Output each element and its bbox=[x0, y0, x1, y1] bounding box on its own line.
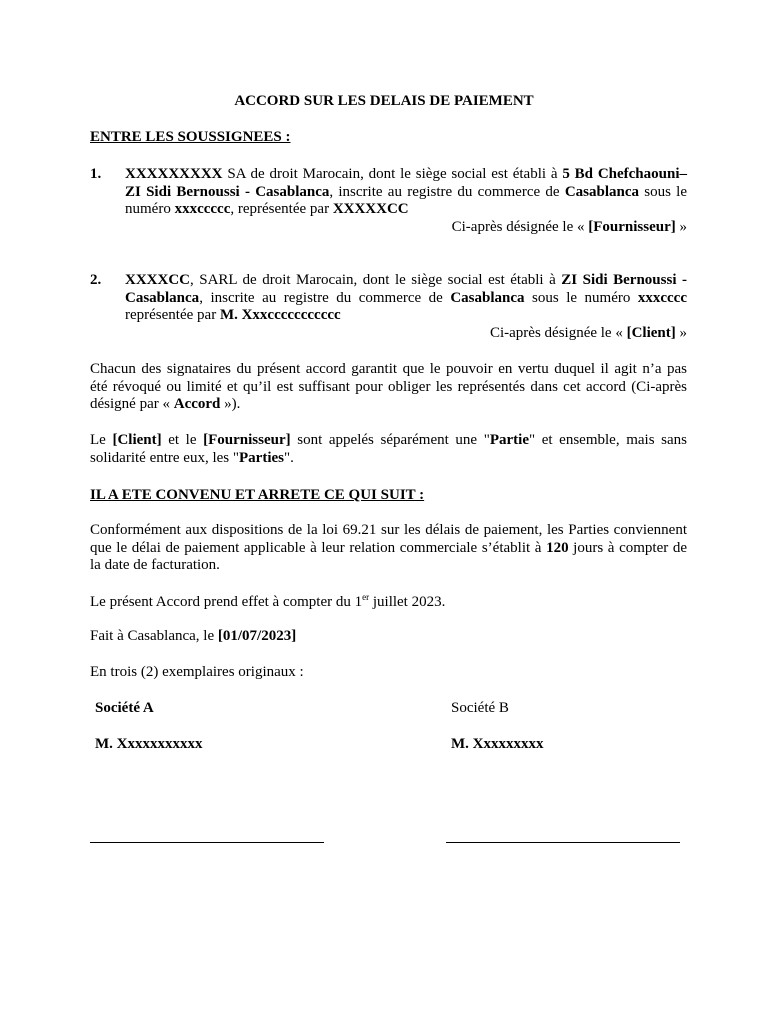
text-line bbox=[125, 166, 687, 184]
party-description bbox=[125, 166, 687, 236]
signatory-representative: M. Xxxxxxxxx bbox=[451, 735, 544, 752]
registered-office-address: Casablanca bbox=[125, 289, 200, 306]
signatory-company: Société B bbox=[451, 700, 509, 716]
signature-line bbox=[90, 842, 324, 843]
text-line bbox=[125, 307, 687, 325]
clause-text: sont appelés séparément une " bbox=[290, 432, 490, 448]
legal-form-text: , SARL de droit Marocain, dont le siège social est établi à bbox=[190, 272, 562, 288]
registry-number: xxxccccc bbox=[174, 201, 231, 218]
designation-text: » bbox=[675, 218, 687, 235]
party-number: 1. bbox=[90, 166, 102, 182]
clause-text: solidarité entre eux, les " bbox=[90, 449, 239, 466]
clause-text: Conformément aux dispositions de la loi 69.21 sur les délais de paiement, les Parties conviennent bbox=[90, 522, 687, 538]
ordinal-suffix: er bbox=[362, 592, 370, 602]
clause-text: jours à compter de bbox=[568, 539, 687, 556]
clause-text: »). bbox=[220, 396, 241, 413]
registry-text: , inscrite au registre du commerce de bbox=[329, 183, 565, 200]
clause-text: été révoqué ou limité et qu’il est suffisant pour obliger les représentés dans cet accord (Ci-après bbox=[90, 378, 687, 395]
text-line bbox=[90, 450, 687, 468]
representation-text: , représentée par bbox=[230, 201, 333, 218]
defined-term: [Client] bbox=[112, 432, 162, 448]
clause-text: juillet 2023. bbox=[369, 594, 446, 610]
registry-city: Casablanca bbox=[564, 183, 639, 200]
registry-number: xxxcccc bbox=[637, 289, 687, 306]
registry-text: sous le bbox=[639, 183, 688, 200]
clause-text: Fait à Casablanca, le bbox=[90, 628, 218, 644]
agreement-heading: IL A ETE CONVENU ET ARRETE CE QUI SUIT : bbox=[90, 487, 425, 503]
defined-term: [Fournisseur] bbox=[203, 432, 291, 448]
clause-text: Le présent Accord prend effet à compter du 1 bbox=[90, 594, 363, 610]
text-line bbox=[90, 522, 687, 540]
registered-office-address: ZI Sidi Bernoussi - bbox=[561, 272, 687, 288]
defined-term: Parties bbox=[239, 449, 284, 466]
signature-line bbox=[446, 842, 680, 843]
payment-days: 120 bbox=[546, 539, 569, 556]
representative-name: XXXXXCC bbox=[332, 201, 409, 218]
document-title: ACCORD SUR LES DELAIS DE PAIEMENT bbox=[234, 93, 534, 109]
text-line bbox=[90, 432, 687, 450]
registered-office-address: 5 Bd Chefchaouni– bbox=[562, 166, 687, 182]
signature-date: [01/07/2023] bbox=[217, 628, 297, 644]
clause-text: et le bbox=[161, 432, 204, 448]
text-line bbox=[90, 396, 687, 414]
defined-term: Accord bbox=[173, 396, 221, 413]
party-number: 2. bbox=[90, 272, 102, 288]
text-line bbox=[125, 272, 687, 290]
designation-text: Ci-après désignée le « bbox=[451, 218, 589, 235]
party-name: XXXXCC bbox=[125, 272, 190, 288]
parties-heading: ENTRE LES SOUSSIGNEES : bbox=[90, 129, 291, 145]
text-line bbox=[90, 557, 687, 575]
signatory-b bbox=[451, 700, 701, 754]
representation-text: représentée par bbox=[125, 307, 220, 324]
legal-form-text: SA de droit Marocain, dont le siège social est établi à bbox=[222, 166, 563, 182]
clause-text: Le bbox=[90, 432, 113, 448]
registry-text: numéro bbox=[125, 201, 175, 218]
registry-city: Casablanca bbox=[450, 289, 525, 306]
registry-text: , inscrite au registre du commerce de bbox=[199, 289, 451, 306]
designation-text: Ci-après désignée le « bbox=[489, 324, 627, 341]
clause-text: ". bbox=[283, 449, 294, 466]
copies-statement: En trois (2) exemplaires originaux : bbox=[90, 664, 304, 680]
party-1 bbox=[90, 166, 687, 236]
registered-office-address: ZI Sidi Bernoussi - Casablanca bbox=[125, 183, 330, 200]
party-name: XXXXXXXXX bbox=[125, 166, 223, 182]
text-line bbox=[90, 379, 687, 397]
text-line bbox=[90, 361, 687, 379]
clause-text: Chacun des signataires du présent accord garantit que le pouvoir en vertu duquel il agit n’a pas bbox=[90, 361, 687, 377]
signatory-representative: M. Xxxxxxxxxxx bbox=[95, 735, 203, 752]
text-line bbox=[125, 201, 687, 219]
signatory-a bbox=[95, 700, 345, 754]
clause-text: que le délai de paiement applicable à leur relation commerciale s’établit à bbox=[90, 539, 547, 556]
defined-term: Partie bbox=[489, 432, 529, 448]
designation-text: » bbox=[675, 324, 687, 341]
effective-date-clause bbox=[90, 594, 687, 612]
text-line bbox=[90, 540, 687, 558]
clause-text: la date de facturation. bbox=[90, 557, 220, 574]
clause-text: désigné par « bbox=[90, 396, 174, 413]
party-description bbox=[125, 272, 687, 342]
designation-role: [Fournisseur] bbox=[588, 218, 676, 235]
party-designation bbox=[125, 325, 687, 343]
party-2 bbox=[90, 272, 687, 342]
definitions-clause bbox=[90, 432, 687, 467]
signatory-company: Société A bbox=[95, 700, 154, 716]
representative-name: M. Xxxccccccccccc bbox=[219, 307, 341, 324]
text-line bbox=[125, 290, 687, 308]
registry-text: sous le numéro bbox=[524, 289, 638, 306]
party-designation bbox=[125, 219, 687, 237]
place-and-date bbox=[90, 628, 687, 646]
text-line bbox=[125, 184, 687, 202]
designation-role: [Client] bbox=[626, 324, 676, 341]
payment-terms-clause bbox=[90, 522, 687, 575]
authority-clause bbox=[90, 361, 687, 414]
clause-text: " et ensemble, mais sans bbox=[528, 432, 687, 448]
